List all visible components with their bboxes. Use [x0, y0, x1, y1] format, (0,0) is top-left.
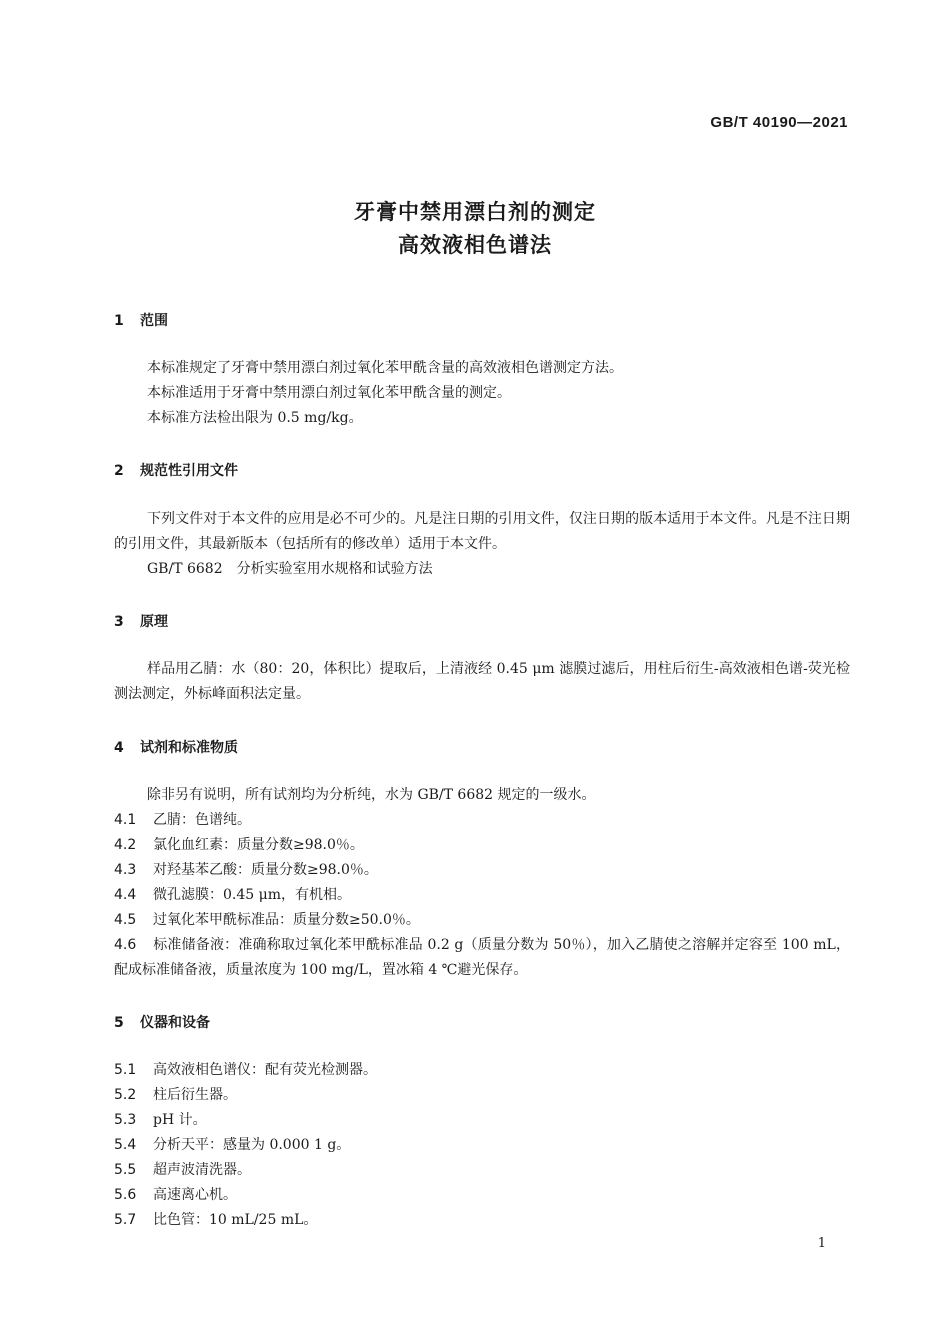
- section-title: 仪器和设备: [140, 1015, 210, 1031]
- paragraph: 除非另有说明，所有试剂均为分析纯，水为 GB/T 6682 规定的一级水。: [147, 787, 596, 803]
- section-number: 5: [114, 1015, 124, 1031]
- list-item: [114, 1108, 850, 1133]
- list-item: [114, 1208, 850, 1233]
- item-number: 5.4: [114, 1137, 137, 1153]
- item-text: 微孔滤膜：0.45 μm，有机相。: [153, 887, 351, 903]
- item-number: 4.5: [114, 912, 137, 928]
- item-text: 过氧化苯甲酰标准品：质量分数≥50.0％。: [153, 912, 420, 928]
- document-subtitle: 高效液相色谱法: [398, 233, 552, 257]
- paragraph: 样品用乙腈：水（80：20，体积比）提取后，上清液经 0.45 μm 滤膜过滤后，用柱后衍生-高效液相色谱-荧光检测法测定，外标峰面积法定量。: [114, 661, 850, 702]
- section-heading-reagents: [114, 737, 238, 757]
- item-number: 4.4: [114, 887, 137, 903]
- item-number: 5.6: [114, 1187, 137, 1203]
- item-number: 4.2: [114, 837, 137, 853]
- list-item: [114, 833, 850, 858]
- paragraph: 下列文件对于本文件的应用是必不可少的。凡是注日期的引用文件，仅注日期的版本适用于本文件。凡是不注日期的引用文件，其最新版本（包括所有的修改单）适用于本文件。: [114, 511, 850, 552]
- section-number: 3: [114, 614, 124, 630]
- section-title: 试剂和标准物质: [140, 740, 238, 756]
- standard-code: GB/T 40190—2021: [710, 114, 848, 131]
- list-item: [114, 1183, 850, 1208]
- item-number: 5.1: [114, 1062, 137, 1078]
- item-number: 5.5: [114, 1162, 137, 1178]
- item-text: 比色管：10 mL/25 mL。: [153, 1212, 318, 1228]
- section-number: 1: [114, 313, 124, 329]
- item-number: 5.3: [114, 1112, 137, 1128]
- paragraph: 本标准规定了牙膏中禁用漂白剂过氧化苯甲酰含量的高效液相色谱测定方法。: [147, 360, 623, 376]
- list-item: [114, 808, 850, 833]
- item-text: 高速离心机。: [153, 1187, 237, 1203]
- item-text: 柱后衍生器。: [153, 1087, 237, 1103]
- list-item: [114, 933, 850, 983]
- item-text: 分析天平：感量为 0.000 1 g。: [153, 1137, 351, 1153]
- item-text: 乙腈：色谱纯。: [153, 812, 251, 828]
- item-number: 4.1: [114, 812, 137, 828]
- section-heading-principle: [114, 611, 168, 631]
- paragraph: 本标准适用于牙膏中禁用漂白剂过氧化苯甲酰含量的测定。: [147, 385, 511, 401]
- item-number: 4.6: [114, 937, 137, 953]
- section-number: 4: [114, 740, 124, 756]
- item-text: 高效液相色谱仪：配有荧光检测器。: [153, 1062, 377, 1078]
- list-item: [114, 1083, 850, 1108]
- item-text: 标准储备液：准确称取过氧化苯甲酰标准品 0.2 g（质量分数为 50％），加入乙腈使之溶解并定容至 100 mL，配成标准储备液，质量浓度为 100 mg/L，置冰箱 4 ℃避光保存。: [114, 937, 850, 978]
- item-text: 氯化血红素：质量分数≥98.0％。: [153, 837, 364, 853]
- page-number: 1: [817, 1236, 826, 1251]
- item-number: 4.3: [114, 862, 137, 878]
- item-number: 5.7: [114, 1212, 137, 1228]
- item-text: pH 计。: [153, 1112, 207, 1128]
- list-item: [114, 908, 850, 933]
- list-item: [114, 858, 850, 883]
- paragraph: 本标准方法检出限为 0.5 mg/kg。: [147, 410, 363, 426]
- section-heading-apparatus: [114, 1012, 210, 1032]
- section-title: 原理: [140, 614, 168, 630]
- section-title: 规范性引用文件: [140, 463, 238, 479]
- list-item: [114, 1133, 850, 1158]
- item-text: 对羟基苯乙酸：质量分数≥98.0％。: [153, 862, 378, 878]
- section-heading-scope: [114, 310, 168, 330]
- section-number: 2: [114, 463, 124, 479]
- list-item: [114, 1158, 850, 1183]
- list-item: [114, 1058, 850, 1083]
- document-title: 牙膏中禁用漂白剂的测定: [354, 200, 596, 224]
- item-text: 超声波清洗器。: [153, 1162, 251, 1178]
- section-title: 范围: [140, 313, 168, 329]
- list-item: [114, 883, 850, 908]
- section-heading-normative-references: [114, 460, 238, 480]
- reference-item: GB/T 6682 分析实验室用水规格和试验方法: [147, 561, 433, 577]
- item-number: 5.2: [114, 1087, 137, 1103]
